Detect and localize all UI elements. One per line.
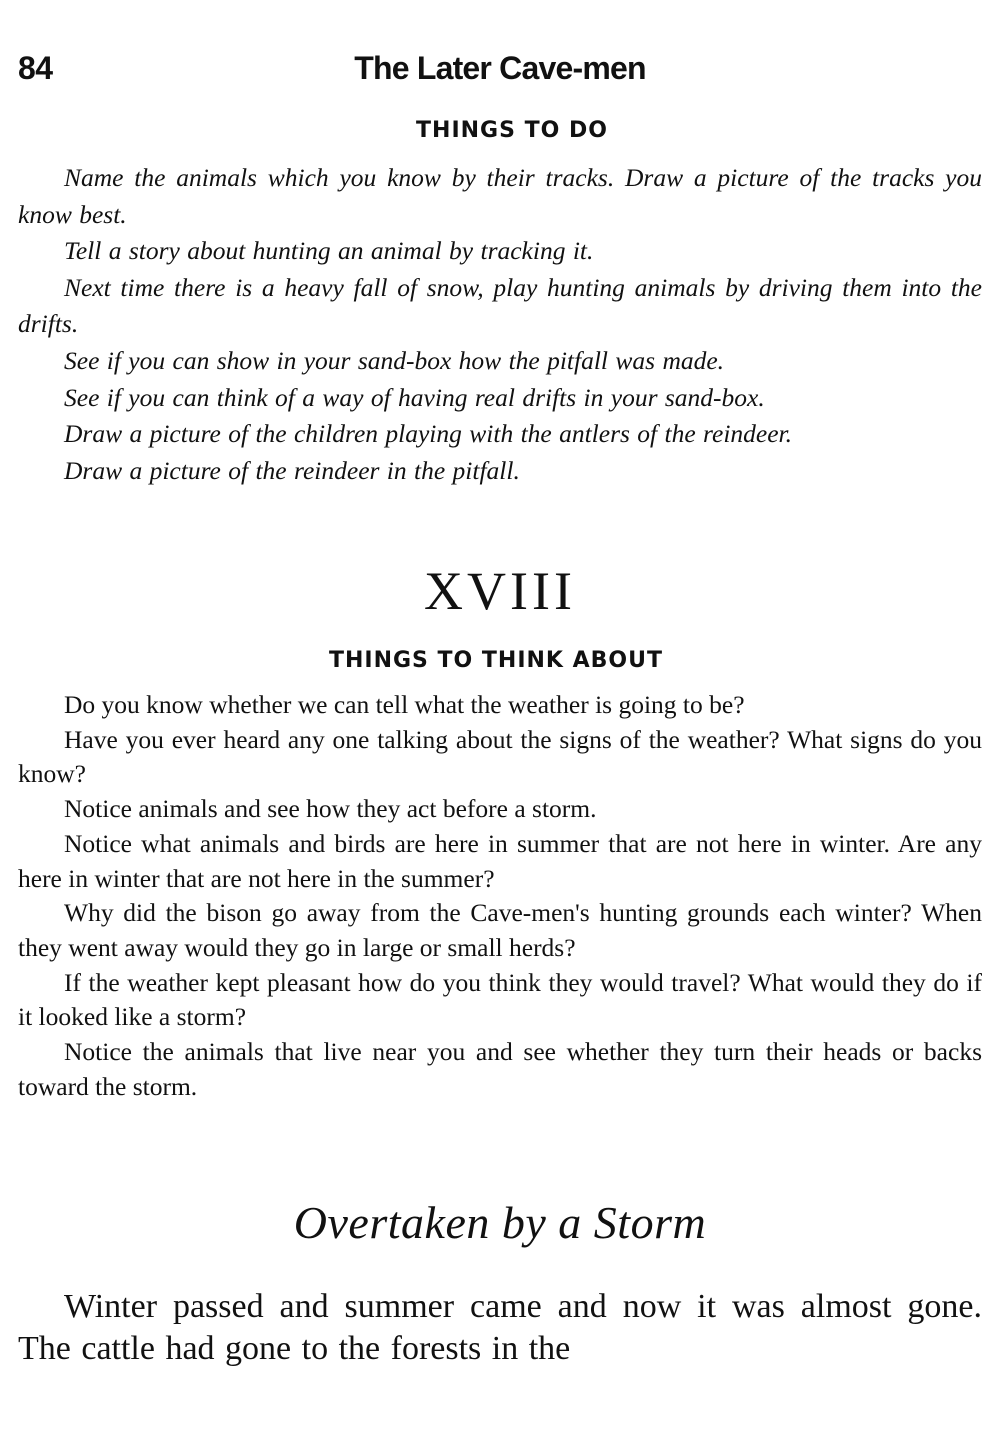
page-header [18,44,982,94]
things-to-think-about-section [18,688,982,1104]
things-to-do-section [18,160,982,489]
activity-paragraph: Draw a picture of the reindeer in the pitfall. [64,455,520,485]
activity-paragraph: See if you can think of a way of having real drifts in your sand-box. [64,382,765,412]
activity-paragraph: Next time there is a heavy fall of snow, play hunting animals by driving them into the drifts. [18,272,982,339]
story-title: Overtaken by a Storm [293,1197,707,1248]
things-to-think-about-heading: THINGS TO THINK ABOUT [328,648,664,673]
question-paragraph: Notice the animals that live near you and see whether they turn their heads or backs toward the storm. [18,1037,982,1101]
things-to-do-heading: THINGS TO DO [416,118,608,143]
question-paragraph: Do you know whether we can tell what the weather is going to be? [64,690,745,719]
book-page [18,0,982,1446]
activity-paragraph: Tell a story about hunting an animal by tracking it. [64,236,594,266]
running-title: The Later Cave-men [354,50,646,86]
question-paragraph: Have you ever heard any one talking about the signs of the weather? What signs do you know? [18,724,982,789]
activity-paragraph: Name the animals which you know by their tracks. Draw a picture of the tracks you know best. [18,163,982,229]
question-paragraph: Why did the bison go away from the Cave-men's hunting grounds each winter? When they went away would they go in large or small herds? [18,898,982,962]
chapter-number: XVIII [424,561,576,621]
question-paragraph: Notice animals and see how they act before a storm. [64,794,597,824]
activity-paragraph: Draw a picture of the children playing with the antlers of the reindeer. [64,419,793,449]
activity-paragraph: See if you can show in your sand-box how the pitfall was made. [64,345,725,375]
question-paragraph: Notice what animals and birds are here in summer that are not here in winter. Are any here in winter that are not here in the summer? [18,828,982,893]
page-number: 84 [18,50,53,86]
story-paragraph: Winter passed and summer came and now it was almost gone. The cattle had gone to the forests in the [18,1288,982,1367]
question-paragraph: If the weather kept pleasant how do you think they would travel? What would they do if it looked like a storm? [18,967,982,1032]
story-body [18,1286,982,1370]
